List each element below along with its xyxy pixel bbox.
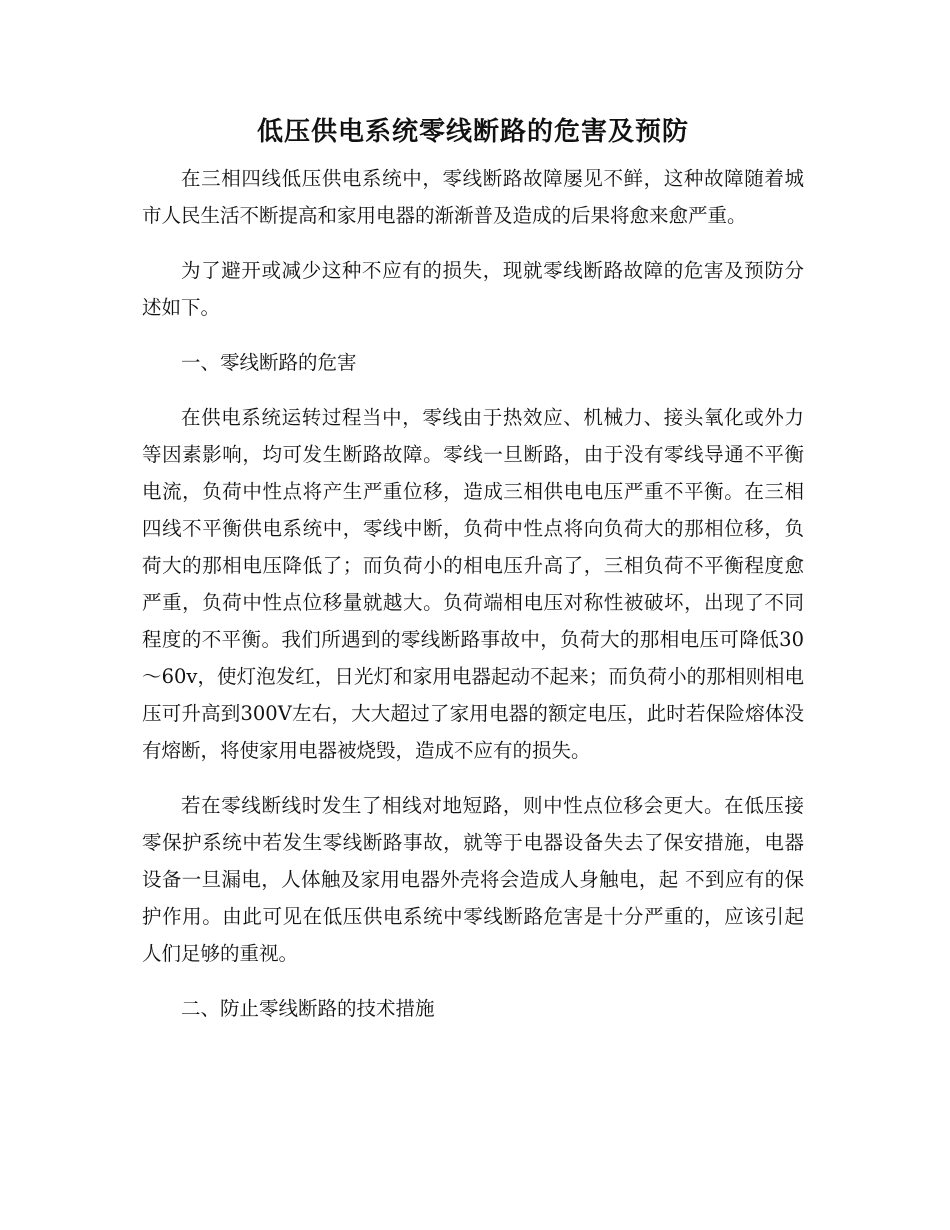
intro-paragraph-1: 在三相四线低压供电系统中，零线断路故障屡见不鲜，这种故障随着城市人民生活不断提高和家用电器的渐渐普及造成的后果将愈来愈严重。	[142, 167, 804, 227]
intro-paragraph-2: 为了避开或减少这种不应有的损失，现就零线断路故障的危害及预防分述如下。	[142, 259, 804, 319]
section-1-paragraph-1: 在供电系统运转过程当中，零线由于热效应、机械力、接头氧化或外力等因素影响，均可发生断路故障。零线一旦断路，由于没有零线导通不平衡电流，负荷中性点将产生严重位移，造成三相供电电压严重不平衡。在三相四线不平衡供电系统中，零线中断，负荷中性点将向负荷大的那相位移，负荷大的那相电压降低了；而负荷小的相电压升高了，三相负荷不平衡程度愈严重，负荷中性点位移量就越大。负荷端相电压对称性被破坏，出现了不同程度的不平衡。我们所遇到的零线断路事故中，负荷大的那相电压可降低30～60v，使灯泡发红，日光灯和家用电器起动不起来；而负荷小的那相则相电压可升高到300V左右，大大超过了家用电器的额定电压，此时若保险熔体没有熔断，将使家用电器被烧毁，造成不应有的损失。	[142, 406, 804, 762]
document-title: 低压供电系统零线断路的危害及预防	[256, 117, 689, 147]
section-2-heading: 二、防止零线断路的技术措施	[181, 997, 435, 1020]
section-1-heading: 一、零线断路的危害	[181, 351, 357, 374]
section-1-paragraph-2: 若在零线断线时发生了相线对地短路，则中性点位移会更大。在低压接零保护系统中若发生零线断路事故，就等于电器设备失去了保安措施，电器设备一旦漏电，人体触及家用电器外壳将会造成人身触电，起 不到应有的保护作用。由此可见在低压供电系统中零线断路危害是十分严重的，应该引起人们足够的重视。	[142, 794, 804, 965]
document-page	[142, 112, 804, 1045]
